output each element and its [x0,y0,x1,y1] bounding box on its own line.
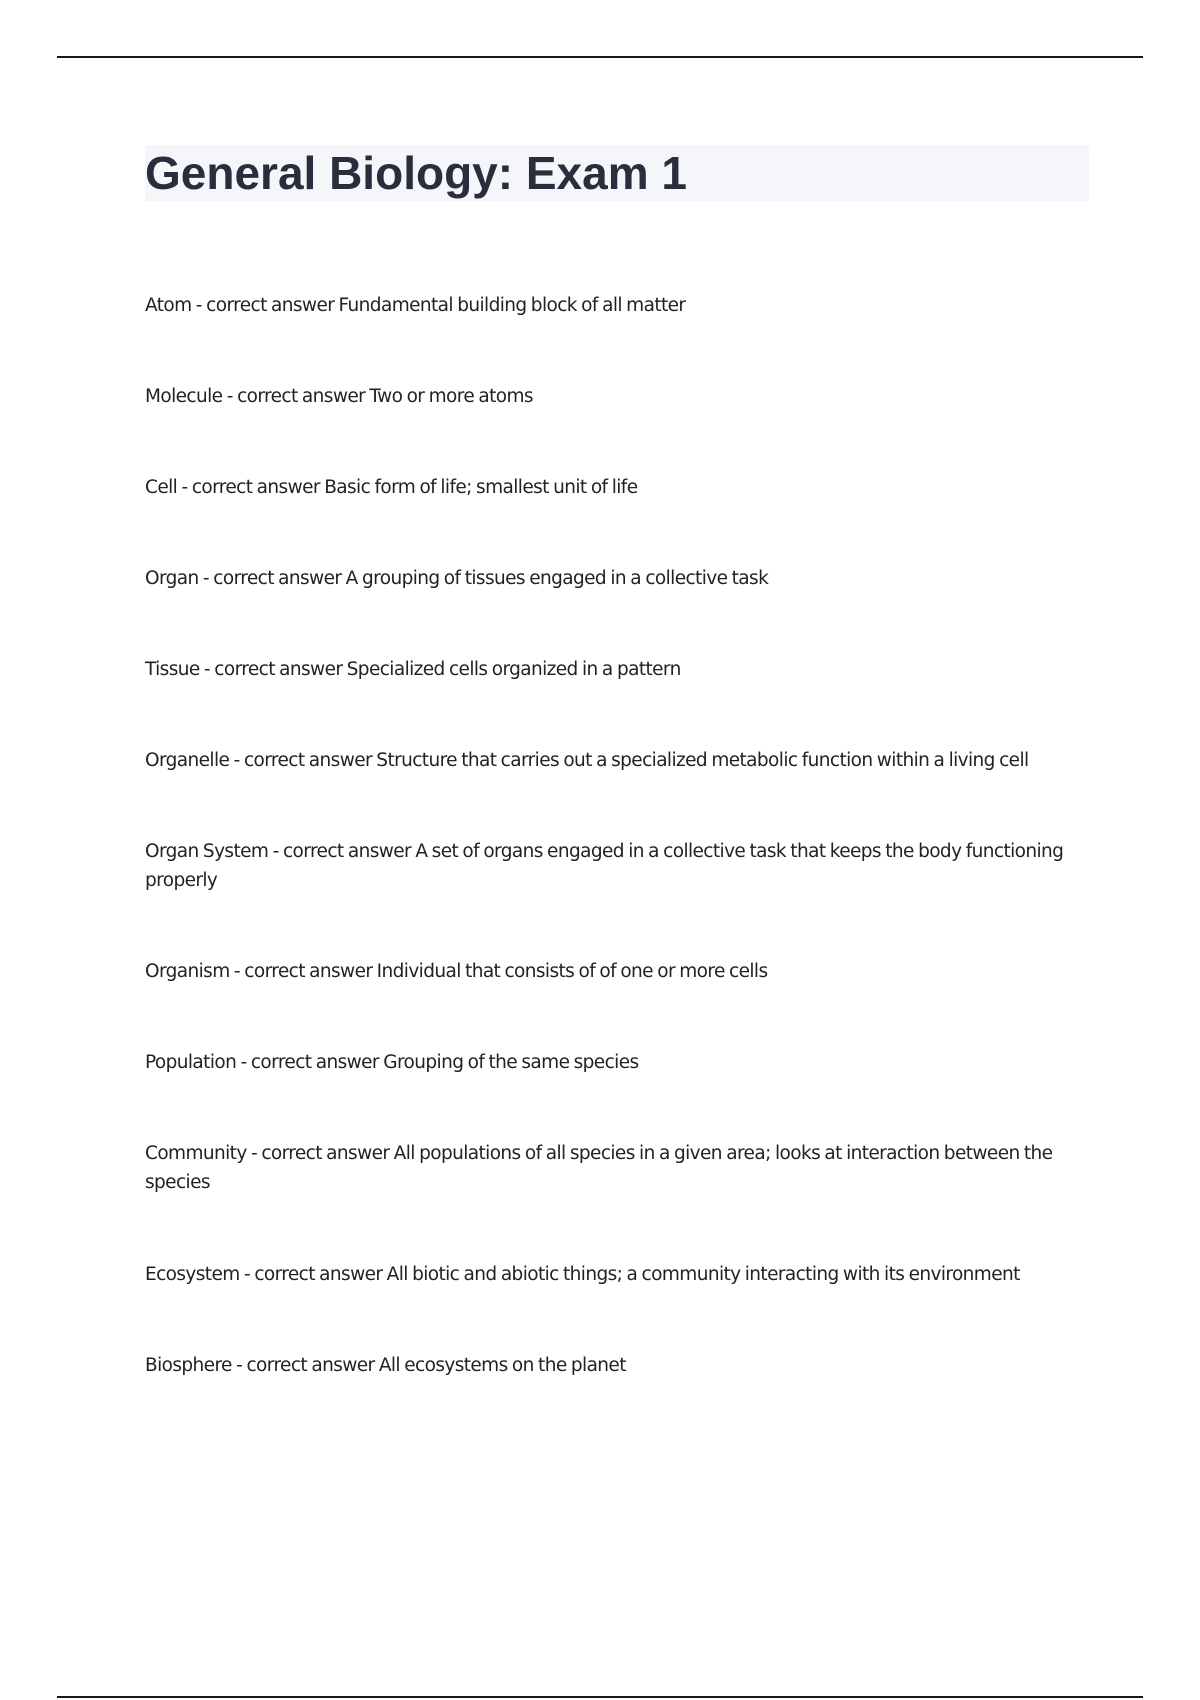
flashcard-item [145,1048,1085,1077]
term: Community [145,1143,247,1164]
answer-label: correct answer [261,1143,390,1164]
flashcard-item [145,1139,1085,1197]
definition: Individual that consists of of one or more cells [376,961,768,982]
separator: - [191,295,207,316]
answer-label: correct answer [206,295,335,316]
header-rule [57,56,1143,58]
definition: Structure that carries out a specialized metabolic function within a living cell [376,750,1029,771]
separator: - [229,961,245,982]
term: Cell [145,477,178,498]
definition: A grouping of tissues engaged in a collective task [345,568,769,589]
title-banner [145,145,1089,201]
flashcard-item [145,837,1085,895]
definition: Two or more atoms [369,386,533,407]
definition: Grouping of the same species [383,1052,639,1073]
definition: A set of organs engaged in a collective task that keeps the body functioning properly [145,841,1064,891]
answer-label: correct answer [237,386,366,407]
flashcard-item [145,564,1085,593]
separator: - [177,477,192,498]
separator: - [198,568,214,589]
answer-label: correct answer [214,659,343,680]
term: Organ [145,568,199,589]
flashcard-item [145,957,1085,986]
definition: Fundamental building block of all matter [338,295,686,316]
term: Molecule [145,386,223,407]
answer-label: correct answer [246,1355,375,1376]
flashcard-item [145,473,1085,502]
separator: - [239,1264,255,1285]
term: Organelle [145,750,230,771]
term: Biosphere [145,1355,232,1376]
answer-label: correct answer [191,477,320,498]
separator: - [222,386,238,407]
flashcard-item [145,655,1085,684]
answer-label: correct answer [243,750,373,771]
separator: - [229,750,244,771]
definition: All populations of all species in a given area; looks at interaction between the species [145,1143,1053,1193]
footer-rule [57,1696,1143,1698]
separator: - [231,1355,247,1376]
flashcard-item [145,382,1085,411]
answer-label: correct answer [254,1264,383,1285]
separator: - [268,841,283,862]
answer-label: correct answer [282,841,412,862]
separator: - [236,1052,251,1073]
answer-label: correct answer [244,961,373,982]
definition: All ecosystems on the planet [378,1355,626,1376]
definition: Specialized cells organized in a pattern [346,659,681,680]
answer-label: correct answer [213,568,342,589]
term: Organism [145,961,230,982]
separator: - [246,1143,262,1164]
page-title: General Biology: Exam 1 [145,147,687,199]
flashcard-item [145,291,1085,320]
definition: Basic form of life; smallest unit of life [324,477,638,498]
term: Ecosystem [145,1264,240,1285]
term: Atom [145,295,192,316]
term: Population [145,1052,237,1073]
flashcard-item [145,1351,1085,1380]
term: Organ System [145,841,269,862]
flashcard-item [145,1260,1085,1289]
separator: - [199,659,215,680]
flashcard-item [145,746,1085,775]
term: Tissue [145,659,200,680]
answer-label: correct answer [250,1052,379,1073]
definition: All biotic and abiotic things; a community interacting with its environment [386,1264,1020,1285]
